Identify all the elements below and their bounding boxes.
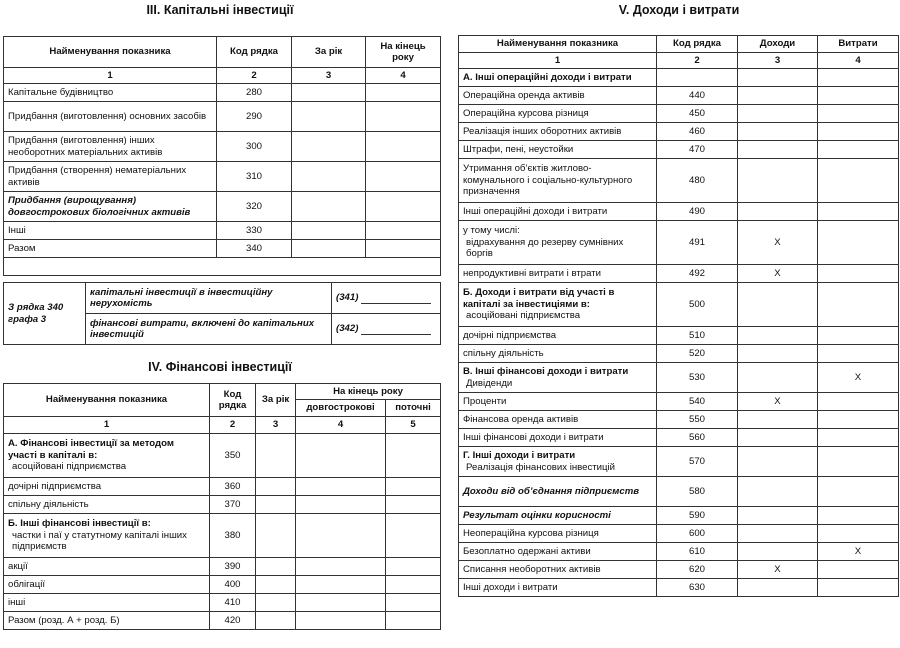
- table-row: [459, 105, 899, 123]
- cell-year[interactable]: [292, 162, 366, 192]
- group-head: Г. Інші доходи і витрати: [463, 450, 576, 461]
- cell[interactable]: [386, 514, 441, 558]
- cell-income[interactable]: X: [738, 265, 818, 283]
- cell-expense[interactable]: [818, 447, 899, 477]
- income-expense-rows: [459, 87, 899, 597]
- row-code: 440: [657, 87, 738, 105]
- cell-income[interactable]: [738, 447, 818, 477]
- cell[interactable]: [256, 558, 296, 576]
- header-income: Доходи: [738, 36, 818, 53]
- table-row: [459, 393, 899, 411]
- table-row: [459, 265, 899, 283]
- header-name: Найменування показника: [4, 37, 217, 68]
- fill-line[interactable]: [361, 325, 431, 335]
- row-label: Штрафи, пені, неустойки: [459, 141, 657, 159]
- row-code: 460: [657, 123, 738, 141]
- cell-income[interactable]: [738, 525, 818, 543]
- header-end: На кінець року: [296, 384, 441, 400]
- section4-title: ІV. Фінансові інвестиції: [148, 360, 292, 374]
- footer-code: (341): [336, 292, 359, 304]
- colnum: 3: [738, 53, 818, 69]
- group-head: у тому числі:: [463, 225, 520, 237]
- row-code: 300: [217, 132, 292, 162]
- cell-expense[interactable]: [818, 561, 899, 579]
- cell-year[interactable]: [292, 222, 366, 240]
- row-code: 492: [657, 265, 738, 283]
- table-row: [459, 477, 899, 507]
- row-label: Результат оцінки корисності: [459, 507, 657, 525]
- row-label: [459, 283, 657, 327]
- cell-expense[interactable]: X: [818, 543, 899, 561]
- header-year: За рік: [292, 37, 366, 68]
- cell-expense[interactable]: [818, 159, 899, 203]
- cell-expense[interactable]: [818, 87, 899, 105]
- cell-year[interactable]: [292, 240, 366, 258]
- table-row: [459, 123, 899, 141]
- row-label: Доходи від об’єднання підприємств: [459, 477, 657, 507]
- cell-expense[interactable]: [818, 327, 899, 345]
- header-name: Найменування показника: [4, 384, 210, 417]
- cell[interactable]: [296, 434, 386, 478]
- row-label: Придбання (вирощування) довгострокових біологічних активів: [4, 192, 217, 222]
- cell[interactable]: [386, 576, 441, 594]
- cell[interactable]: [256, 514, 296, 558]
- cell[interactable]: [386, 558, 441, 576]
- cell[interactable]: [256, 478, 296, 496]
- header-code: Код рядка: [217, 37, 292, 68]
- row-code: 491: [657, 221, 738, 265]
- row-code: 590: [657, 507, 738, 525]
- cell-expense[interactable]: [818, 123, 899, 141]
- cell-income[interactable]: [738, 87, 818, 105]
- row-code: 340: [217, 240, 292, 258]
- cell-year[interactable]: [292, 84, 366, 102]
- header-long: довгострокові: [296, 400, 386, 417]
- row-label: Разом: [4, 240, 217, 258]
- colnum: 1: [459, 53, 657, 69]
- footer-row-code[interactable]: [332, 314, 441, 345]
- row-code: 450: [657, 105, 738, 123]
- row-label: інші: [4, 594, 210, 612]
- row-code: 420: [210, 612, 256, 630]
- cell-income[interactable]: [738, 477, 818, 507]
- cell: [818, 69, 899, 87]
- table-row: [459, 203, 899, 221]
- header-name: Найменування показника: [459, 36, 657, 53]
- colnum: 4: [296, 417, 386, 434]
- row-label: [4, 434, 210, 478]
- cell-expense[interactable]: [818, 525, 899, 543]
- row-code: 550: [657, 411, 738, 429]
- row-code: 320: [217, 192, 292, 222]
- row-label: Інші доходи і витрати: [459, 579, 657, 597]
- row-code: 380: [210, 514, 256, 558]
- cell: [738, 69, 818, 87]
- row-label: Придбання (створення) нематеріальних активів: [4, 162, 217, 192]
- row-label: Придбання (виготовлення) основних засобів: [4, 102, 217, 132]
- group-head: А. Фінансові інвестиції за методом участі в капіталі в:: [8, 438, 174, 461]
- cell[interactable]: [386, 612, 441, 630]
- row-code: 410: [210, 594, 256, 612]
- cell-income[interactable]: [738, 579, 818, 597]
- capital-investments-table: [3, 36, 441, 276]
- cell-income[interactable]: [738, 429, 818, 447]
- cell-end[interactable]: [366, 162, 441, 192]
- row-code: 560: [657, 429, 738, 447]
- colnum: 2: [217, 68, 292, 84]
- row-label: Інші: [4, 222, 217, 240]
- row-label: Неопераційна курсова різниця: [459, 525, 657, 543]
- footer-row-text: капітальні інвестиції в інвестиційну нерухомість: [86, 283, 332, 314]
- spacer-row: [4, 258, 441, 276]
- row-code: 360: [210, 478, 256, 496]
- cell[interactable]: [386, 478, 441, 496]
- cell-income[interactable]: [738, 327, 818, 345]
- row-label: дочірні підприємства: [4, 478, 210, 496]
- cell[interactable]: [296, 594, 386, 612]
- row-code: 540: [657, 393, 738, 411]
- row-label: Операційна оренда активів: [459, 87, 657, 105]
- row-label: Капітальне будівництво: [4, 84, 217, 102]
- cell-expense[interactable]: [818, 105, 899, 123]
- cell-expense[interactable]: X: [818, 363, 899, 393]
- cell[interactable]: [296, 576, 386, 594]
- cell-income[interactable]: X: [738, 393, 818, 411]
- cell-expense[interactable]: [818, 345, 899, 363]
- cell-expense[interactable]: [818, 411, 899, 429]
- cell-year[interactable]: [292, 102, 366, 132]
- row-label: Операційна курсова різниця: [459, 105, 657, 123]
- cell-income[interactable]: [738, 203, 818, 221]
- row-code: 530: [657, 363, 738, 393]
- colnum: 1: [4, 68, 217, 84]
- footer-code: (342): [336, 323, 359, 335]
- header-year: За рік: [256, 384, 296, 417]
- row-label: Фінансова оренда активів: [459, 411, 657, 429]
- row-sublabel: Дивіденди: [466, 377, 513, 389]
- row-sublabel: відрахування до резерву сумнівних боргів: [466, 236, 624, 260]
- cell[interactable]: [386, 594, 441, 612]
- cell-income[interactable]: [738, 411, 818, 429]
- row-label: [4, 514, 210, 558]
- cell-income[interactable]: [738, 363, 818, 393]
- cell-income[interactable]: X: [738, 221, 818, 265]
- table-row: [459, 141, 899, 159]
- row-label: Безоплатно одержані активи: [459, 543, 657, 561]
- row-label: Проценти: [459, 393, 657, 411]
- row-code: 580: [657, 477, 738, 507]
- row-label: непродуктивні витрати і втрати: [459, 265, 657, 283]
- header-code: Код рядка: [210, 384, 256, 417]
- cell-expense[interactable]: [818, 477, 899, 507]
- cell-year[interactable]: [292, 192, 366, 222]
- table-row: [459, 579, 899, 597]
- row-label: Разом (розд. А + розд. Б): [4, 612, 210, 630]
- row-code: 370: [210, 496, 256, 514]
- cell-expense[interactable]: [818, 507, 899, 525]
- table-row: [459, 429, 899, 447]
- cell-expense[interactable]: [818, 141, 899, 159]
- colnum: 5: [386, 417, 441, 434]
- cell[interactable]: [256, 594, 296, 612]
- capital-footer-table: [3, 282, 441, 345]
- row-code: 330: [217, 222, 292, 240]
- cell[interactable]: [296, 478, 386, 496]
- cell-income[interactable]: [738, 123, 818, 141]
- cell[interactable]: [386, 434, 441, 478]
- cell-end[interactable]: [366, 240, 441, 258]
- row-label: [459, 363, 657, 393]
- row-code: 470: [657, 141, 738, 159]
- cell-year[interactable]: [292, 132, 366, 162]
- group-head: Б. Доходи і витрати від участі в капіталі за інвестиціями в:: [463, 287, 615, 310]
- row-code: 600: [657, 525, 738, 543]
- table-row: [459, 543, 899, 561]
- table-row: [459, 159, 899, 203]
- cell[interactable]: [256, 612, 296, 630]
- row-code: 280: [217, 84, 292, 102]
- cell-end[interactable]: [366, 132, 441, 162]
- financial-investments-table: [3, 383, 441, 630]
- row-code: 570: [657, 447, 738, 477]
- colnum: 2: [210, 417, 256, 434]
- cell-expense[interactable]: [818, 265, 899, 283]
- cell-expense[interactable]: [818, 579, 899, 597]
- table-row: [459, 363, 899, 393]
- cell[interactable]: [256, 434, 296, 478]
- row-code: 500: [657, 283, 738, 327]
- group-head: А. Інші операційні доходи і витрати: [459, 69, 657, 87]
- cell-income[interactable]: [738, 141, 818, 159]
- colnum: 1: [4, 417, 210, 434]
- cell[interactable]: [256, 576, 296, 594]
- row-code: 480: [657, 159, 738, 203]
- row-code: 510: [657, 327, 738, 345]
- row-sublabel: асоційовані підприємства: [12, 461, 127, 473]
- section5-title: V. Доходи і витрати: [618, 3, 740, 17]
- cell-expense[interactable]: [818, 393, 899, 411]
- table-row: [459, 345, 899, 363]
- table-row: [459, 411, 899, 429]
- income-expense-table: [458, 35, 899, 597]
- row-sublabel: частки і паї у статутному капіталі інших підприємств: [12, 529, 187, 553]
- row-code: 620: [657, 561, 738, 579]
- row-label: Реалізація інших оборотних активів: [459, 123, 657, 141]
- row-code: 610: [657, 543, 738, 561]
- cell-end[interactable]: [366, 222, 441, 240]
- cell-income[interactable]: X: [738, 561, 818, 579]
- row-label: Списання необоротних активів: [459, 561, 657, 579]
- row-label: спільну діяльність: [4, 496, 210, 514]
- cell-income[interactable]: [738, 507, 818, 525]
- footer-row-code[interactable]: [332, 283, 441, 314]
- cell-expense[interactable]: [818, 283, 899, 327]
- colnum: 4: [818, 53, 899, 69]
- colnum: 3: [256, 417, 296, 434]
- row-label: дочірні підприємства: [459, 327, 657, 345]
- header-code: Код рядка: [657, 36, 738, 53]
- table-row: [459, 525, 899, 543]
- row-label: Інші операційні доходи і витрати: [459, 203, 657, 221]
- cell-income[interactable]: [738, 543, 818, 561]
- footer-row-text: фінансові витрати, включені до капітальних інвестицій: [86, 314, 332, 345]
- row-code: 400: [210, 576, 256, 594]
- row-code: 630: [657, 579, 738, 597]
- table-row: [459, 507, 899, 525]
- row-code: 490: [657, 203, 738, 221]
- row-code: 290: [217, 102, 292, 132]
- cell: [657, 69, 738, 87]
- row-label: [459, 447, 657, 477]
- cell-income[interactable]: [738, 159, 818, 203]
- table-row: [459, 447, 899, 477]
- row-label: Придбання (виготовлення) інших необоротних матеріальних активів: [4, 132, 217, 162]
- table-row: [459, 283, 899, 327]
- colnum: 3: [292, 68, 366, 84]
- cell[interactable]: [296, 514, 386, 558]
- colnum: 2: [657, 53, 738, 69]
- cell-income[interactable]: [738, 345, 818, 363]
- header-current: поточні: [386, 400, 441, 417]
- cell[interactable]: [256, 496, 296, 514]
- row-label: облігації: [4, 576, 210, 594]
- row-code: 520: [657, 345, 738, 363]
- row-label: спільну діяльність: [459, 345, 657, 363]
- cell-income[interactable]: [738, 105, 818, 123]
- row-label: Інші фінансові доходи і витрати: [459, 429, 657, 447]
- row-code: 310: [217, 162, 292, 192]
- cell-income[interactable]: [738, 283, 818, 327]
- cell-expense[interactable]: [818, 221, 899, 265]
- table-row: [459, 327, 899, 345]
- cell-end[interactable]: [366, 102, 441, 132]
- row-code: 350: [210, 434, 256, 478]
- row-sublabel: асоційовані підприємства: [466, 310, 581, 322]
- row-label: акції: [4, 558, 210, 576]
- section3-title: ІІІ. Капітальні інвестиції: [146, 3, 294, 17]
- cell-expense[interactable]: [818, 203, 899, 221]
- row-label: [459, 221, 657, 265]
- table-row: [459, 561, 899, 579]
- colnum: 4: [366, 68, 441, 84]
- row-label: Утримання об’єктів житлово-комунального і соціально-культурного призначення: [459, 159, 657, 203]
- table-row: [459, 221, 899, 265]
- table-row: [459, 87, 899, 105]
- cell-expense[interactable]: [818, 429, 899, 447]
- group-head: В. Інші фінансові доходи і витрати: [463, 366, 629, 377]
- fill-line[interactable]: [361, 294, 431, 304]
- row-sublabel: Реалізація фінансових інвестицій: [466, 461, 616, 473]
- cell[interactable]: [296, 558, 386, 576]
- footer-label: З рядка 340 графа 3: [4, 283, 86, 345]
- group-head: Б. Інші фінансові інвестиції в:: [8, 518, 151, 530]
- cell[interactable]: [296, 612, 386, 630]
- cell-end[interactable]: [366, 84, 441, 102]
- header-expense: Витрати: [818, 36, 899, 53]
- header-end: На кінець року: [366, 37, 441, 68]
- cell[interactable]: [296, 496, 386, 514]
- cell[interactable]: [386, 496, 441, 514]
- row-code: 390: [210, 558, 256, 576]
- cell-end[interactable]: [366, 192, 441, 222]
